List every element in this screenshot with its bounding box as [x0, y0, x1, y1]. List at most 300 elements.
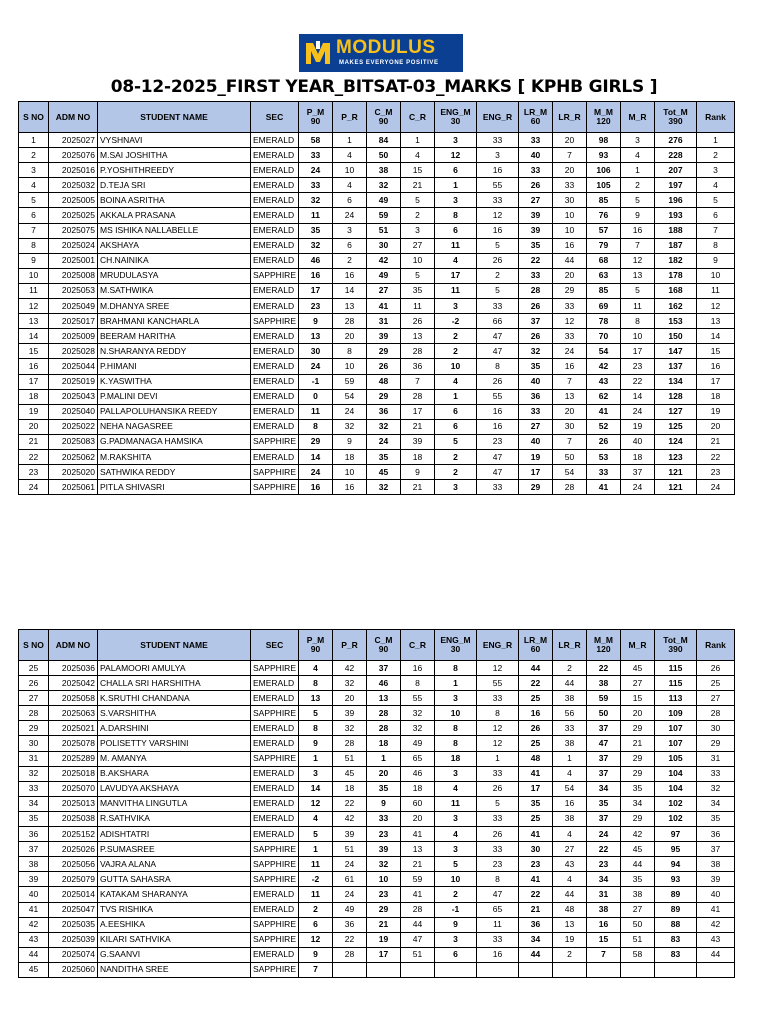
cell-mm: 57: [587, 223, 621, 238]
cell-cr: 36: [401, 359, 435, 374]
cell-cm: 32: [367, 419, 401, 434]
cell-cr: 32: [401, 706, 435, 721]
cell-pr: 22: [333, 932, 367, 947]
modulus-logo: [299, 34, 463, 72]
cell-name: S.VARSHITHA: [98, 706, 251, 721]
cell-name: SATHWIKA REDDY: [98, 465, 251, 480]
cell-mr: 50: [621, 917, 655, 932]
cell-pr: 16: [333, 480, 367, 495]
column-header-lrm: LR_M 60: [519, 102, 553, 133]
cell-pr: 1: [333, 133, 367, 148]
cell-sno: 36: [19, 827, 49, 842]
column-header-rank: Rank: [697, 102, 735, 133]
cell-mm: 47: [587, 736, 621, 751]
cell-mr: 37: [621, 465, 655, 480]
table-row: [19, 872, 735, 887]
cell-lrm: 25: [519, 691, 553, 706]
modulus-mark-icon: [303, 38, 333, 68]
cell-engr: 11: [477, 917, 519, 932]
cell-lrm: 33: [519, 163, 553, 178]
cell-mr: 5: [621, 193, 655, 208]
cell-pr: 9: [333, 434, 367, 449]
cell-lrm: 32: [519, 344, 553, 359]
cell-mm: 34: [587, 781, 621, 796]
cell-cm: 26: [367, 359, 401, 374]
cell-mm: 38: [587, 676, 621, 691]
cell-name: P.HIMANI: [98, 359, 251, 374]
cell-cm: 84: [367, 133, 401, 148]
cell-lrr: 2: [553, 947, 587, 962]
column-header-cr: C_R: [401, 102, 435, 133]
cell-lrm: 30: [519, 842, 553, 857]
table-row: [19, 751, 735, 766]
cell-cr: 21: [401, 480, 435, 495]
cell-engr: 12: [477, 721, 519, 736]
cell-engr: 33: [477, 842, 519, 857]
cell-pm: 9: [299, 314, 333, 329]
cell-engm: 2: [435, 465, 477, 480]
cell-engr: 47: [477, 344, 519, 359]
cell-lrr: 44: [553, 676, 587, 691]
cell-pm: 13: [299, 691, 333, 706]
cell-mm: 33: [587, 465, 621, 480]
cell-pm: 14: [299, 449, 333, 464]
cell-name: VYSHNAVI: [98, 133, 251, 148]
cell-sec: EMERALD: [251, 811, 299, 826]
cell-pm: 24: [299, 359, 333, 374]
cell-engr: 23: [477, 434, 519, 449]
cell-cm: 42: [367, 253, 401, 268]
cell-cr: 11: [401, 299, 435, 314]
cell-name: CHALLA SRI HARSHITHA: [98, 676, 251, 691]
cell-tot: 188: [655, 223, 697, 238]
cell-mm: 37: [587, 721, 621, 736]
cell-sno: 43: [19, 932, 49, 947]
cell-cm: 37: [367, 661, 401, 676]
table-row: [19, 193, 735, 208]
cell-lrm: 36: [519, 389, 553, 404]
cell-sec: SAPPHIRE: [251, 465, 299, 480]
cell-engr: 66: [477, 314, 519, 329]
cell-lrr: 33: [553, 329, 587, 344]
table-row: [19, 268, 735, 283]
table-row: [19, 163, 735, 178]
cell-engm: 10: [435, 872, 477, 887]
cell-lrr: 16: [553, 238, 587, 253]
cell-rank: 24: [697, 480, 735, 495]
cell-lrr: 4: [553, 766, 587, 781]
cell-mr: 10: [621, 329, 655, 344]
cell-engm: 17: [435, 268, 477, 283]
cell-pm: 33: [299, 178, 333, 193]
cell-lrm: 28: [519, 283, 553, 298]
cell-lrr: 4: [553, 827, 587, 842]
cell-adm: 2025020: [49, 465, 98, 480]
cell-lrr: 20: [553, 404, 587, 419]
cell-engr: 33: [477, 691, 519, 706]
cell-name: PALLAPOLUHANSIKA REEDY: [98, 404, 251, 419]
cell-pm: 16: [299, 480, 333, 495]
cell-tot: 128: [655, 389, 697, 404]
cell-mr: 3: [621, 133, 655, 148]
cell-name: M.SAI JOSHITHA: [98, 148, 251, 163]
column-header-rank: Rank: [697, 630, 735, 661]
cell-lrm: 36: [519, 917, 553, 932]
cell-pm: 4: [299, 811, 333, 826]
cell-tot: 104: [655, 781, 697, 796]
cell-lrr: 13: [553, 917, 587, 932]
cell-cr: 32: [401, 721, 435, 736]
cell-rank: 7: [697, 223, 735, 238]
cell-cr: 51: [401, 947, 435, 962]
column-header-name: STUDENT NAME: [98, 630, 251, 661]
table-row: [19, 811, 735, 826]
cell-adm: 2025014: [49, 887, 98, 902]
cell-mm: 37: [587, 811, 621, 826]
cell-tot: 124: [655, 434, 697, 449]
cell-name: R.SATHVIKA: [98, 811, 251, 826]
marks-table-2: [18, 629, 735, 978]
cell-sno: 27: [19, 691, 49, 706]
cell-sec: EMERALD: [251, 449, 299, 464]
cell-engr: 23: [477, 857, 519, 872]
cell-mm: 52: [587, 419, 621, 434]
cell-engr: 33: [477, 932, 519, 947]
cell-tot: 88: [655, 917, 697, 932]
cell-name: P.SUMASREE: [98, 842, 251, 857]
cell-lrm: 17: [519, 781, 553, 796]
cell-rank: 37: [697, 842, 735, 857]
cell-engr: 12: [477, 661, 519, 676]
cell-sec: EMERALD: [251, 691, 299, 706]
cell-cr: 9: [401, 465, 435, 480]
cell-cr: 27: [401, 238, 435, 253]
cell-lrr: 33: [553, 299, 587, 314]
cell-sno: 45: [19, 962, 49, 977]
cell-lrm: 25: [519, 736, 553, 751]
cell-adm: 2025079: [49, 872, 98, 887]
cell-mr: 8: [621, 314, 655, 329]
cell-tot: 127: [655, 404, 697, 419]
cell-tot: 182: [655, 253, 697, 268]
cell-engm: 8: [435, 208, 477, 223]
cell-name: G.PADMANAGA HAMSIKA: [98, 434, 251, 449]
cell-cr: 21: [401, 178, 435, 193]
cell-lrm: 39: [519, 223, 553, 238]
cell-mr: 22: [621, 374, 655, 389]
cell-mr: 29: [621, 766, 655, 781]
cell-cm: 29: [367, 902, 401, 917]
cell-cm: 10: [367, 872, 401, 887]
cell-rank: 2: [697, 148, 735, 163]
cell-tot: 137: [655, 359, 697, 374]
cell-lrr: 38: [553, 736, 587, 751]
table-row: [19, 691, 735, 706]
table-row: [19, 857, 735, 872]
cell-mr: 45: [621, 661, 655, 676]
cell-adm: 2025058: [49, 691, 98, 706]
cell-mr: 2: [621, 178, 655, 193]
cell-sno: 23: [19, 465, 49, 480]
cell-engr: 26: [477, 781, 519, 796]
cell-lrm: 41: [519, 766, 553, 781]
cell-mr: 27: [621, 676, 655, 691]
cell-mm: 78: [587, 314, 621, 329]
cell-adm: 2025076: [49, 148, 98, 163]
cell-adm: 2025060: [49, 962, 98, 977]
table-row: [19, 253, 735, 268]
cell-pr: 32: [333, 721, 367, 736]
cell-mr: 58: [621, 947, 655, 962]
cell-name: K.YASWITHA: [98, 374, 251, 389]
cell-pr: 3: [333, 223, 367, 238]
cell-pr: 10: [333, 163, 367, 178]
cell-engm: 2: [435, 344, 477, 359]
column-header-sec: SEC: [251, 102, 299, 133]
cell-cr: 3: [401, 223, 435, 238]
cell-engm: 3: [435, 299, 477, 314]
cell-sec: EMERALD: [251, 736, 299, 751]
cell-cr: 1: [401, 133, 435, 148]
cell-cm: 30: [367, 238, 401, 253]
cell-pr: 59: [333, 374, 367, 389]
cell-pr: 32: [333, 676, 367, 691]
cell-cr: 7: [401, 374, 435, 389]
cell-cr: 13: [401, 842, 435, 857]
cell-tot: 162: [655, 299, 697, 314]
cell-lrm: 26: [519, 178, 553, 193]
column-header-lrm: LR_M 60: [519, 630, 553, 661]
cell-mm: 85: [587, 283, 621, 298]
cell-pm: 9: [299, 736, 333, 751]
cell-pm: 1: [299, 842, 333, 857]
column-header-pm: P_M 90: [299, 630, 333, 661]
cell-pm: 17: [299, 283, 333, 298]
cell-engm: 10: [435, 706, 477, 721]
cell-cm: 29: [367, 344, 401, 359]
cell-mr: 12: [621, 253, 655, 268]
cell-sno: 28: [19, 706, 49, 721]
table-row: [19, 827, 735, 842]
cell-mm: 62: [587, 389, 621, 404]
table-row: [19, 238, 735, 253]
marks-table-1: [18, 101, 735, 495]
cell-adm: 2025075: [49, 223, 98, 238]
cell-tot: 178: [655, 268, 697, 283]
cell-rank: 43: [697, 932, 735, 947]
cell-engm: 1: [435, 676, 477, 691]
cell-cr: 39: [401, 434, 435, 449]
cell-lrr: 38: [553, 811, 587, 826]
cell-engr: 33: [477, 133, 519, 148]
cell-tot: 134: [655, 374, 697, 389]
cell-cr: 44: [401, 917, 435, 932]
cell-cm: 33: [367, 811, 401, 826]
cell-engm: 9: [435, 917, 477, 932]
cell-mr: 29: [621, 811, 655, 826]
cell-engm: 11: [435, 283, 477, 298]
cell-engr: 33: [477, 766, 519, 781]
cell-name: M.SATHWIKA: [98, 283, 251, 298]
cell-sec: EMERALD: [251, 389, 299, 404]
cell-sec: SAPPHIRE: [251, 842, 299, 857]
cell-engm: 10: [435, 359, 477, 374]
table-row: [19, 465, 735, 480]
cell-tot: 102: [655, 811, 697, 826]
cell-mm: [587, 962, 621, 977]
cell-tot: 95: [655, 842, 697, 857]
table-row: [19, 449, 735, 464]
cell-name: PALAMOORI AMULYA: [98, 661, 251, 676]
cell-lrm: [519, 962, 553, 977]
cell-cm: 38: [367, 163, 401, 178]
cell-engm: 4: [435, 781, 477, 796]
cell-tot: 228: [655, 148, 697, 163]
cell-lrr: 30: [553, 419, 587, 434]
cell-cm: 39: [367, 842, 401, 857]
cell-pr: 49: [333, 902, 367, 917]
table-row: [19, 389, 735, 404]
cell-pr: 32: [333, 419, 367, 434]
table-row: [19, 661, 735, 676]
cell-rank: 12: [697, 299, 735, 314]
cell-sec: EMERALD: [251, 404, 299, 419]
cell-name: M.RAKSHITA: [98, 449, 251, 464]
cell-lrr: 38: [553, 691, 587, 706]
cell-sno: 38: [19, 857, 49, 872]
cell-pr: 13: [333, 299, 367, 314]
cell-sno: 16: [19, 359, 49, 374]
cell-sno: 5: [19, 193, 49, 208]
cell-engr: 65: [477, 902, 519, 917]
cell-pm: 23: [299, 299, 333, 314]
column-header-engm: ENG_M 30: [435, 630, 477, 661]
cell-lrr: 56: [553, 706, 587, 721]
cell-sec: EMERALD: [251, 148, 299, 163]
cell-mm: 69: [587, 299, 621, 314]
cell-tot: 83: [655, 947, 697, 962]
cell-mr: 19: [621, 419, 655, 434]
cell-tot: 150: [655, 329, 697, 344]
cell-adm: 2025070: [49, 781, 98, 796]
column-header-mm: M_M 120: [587, 102, 621, 133]
cell-tot: 187: [655, 238, 697, 253]
cell-name: BRAHMANI KANCHARLA: [98, 314, 251, 329]
table-body: [19, 661, 735, 978]
cell-tot: 121: [655, 480, 697, 495]
cell-mr: 42: [621, 827, 655, 842]
logo-name: MODULUS: [336, 37, 436, 58]
cell-lrm: 26: [519, 721, 553, 736]
cell-lrm: 40: [519, 374, 553, 389]
cell-pr: 28: [333, 947, 367, 962]
cell-tot: 276: [655, 133, 697, 148]
cell-name: P.MALINI DEVI: [98, 389, 251, 404]
cell-name: NANDITHA SREE: [98, 962, 251, 977]
cell-pr: 2: [333, 253, 367, 268]
cell-mm: 98: [587, 133, 621, 148]
cell-name: D.TEJA SRI: [98, 178, 251, 193]
cell-name: M.DHANYA SREE: [98, 299, 251, 314]
cell-mr: 29: [621, 751, 655, 766]
column-header-engr: ENG_R: [477, 102, 519, 133]
cell-sec: EMERALD: [251, 178, 299, 193]
cell-pr: 10: [333, 359, 367, 374]
cell-lrr: 29: [553, 283, 587, 298]
cell-name: KILARI SATHVIKA: [98, 932, 251, 947]
cell-cm: 35: [367, 449, 401, 464]
cell-mm: 79: [587, 238, 621, 253]
cell-engm: 3: [435, 842, 477, 857]
cell-engr: 55: [477, 676, 519, 691]
cell-lrr: 7: [553, 148, 587, 163]
cell-mr: 27: [621, 902, 655, 917]
cell-pr: 18: [333, 449, 367, 464]
cell-sec: EMERALD: [251, 781, 299, 796]
cell-engm: 8: [435, 721, 477, 736]
cell-engm: 4: [435, 253, 477, 268]
cell-lrr: 27: [553, 842, 587, 857]
cell-mm: 68: [587, 253, 621, 268]
cell-pm: 11: [299, 857, 333, 872]
cell-sno: 19: [19, 404, 49, 419]
table-row: [19, 706, 735, 721]
cell-tot: 93: [655, 872, 697, 887]
cell-cr: 60: [401, 796, 435, 811]
cell-cm: 28: [367, 706, 401, 721]
cell-mr: 34: [621, 796, 655, 811]
table-row: [19, 344, 735, 359]
cell-engr: [477, 962, 519, 977]
cell-pr: [333, 962, 367, 977]
cell-engm: -1: [435, 902, 477, 917]
column-header-pm: P_M 90: [299, 102, 333, 133]
cell-rank: 19: [697, 404, 735, 419]
cell-sec: EMERALD: [251, 344, 299, 359]
cell-sec: EMERALD: [251, 208, 299, 223]
cell-pm: 8: [299, 721, 333, 736]
cell-sno: 18: [19, 389, 49, 404]
cell-mr: 24: [621, 480, 655, 495]
cell-adm: 2025013: [49, 796, 98, 811]
cell-sec: EMERALD: [251, 676, 299, 691]
cell-tot: 196: [655, 193, 697, 208]
cell-engm: 3: [435, 691, 477, 706]
cell-adm: 2025152: [49, 827, 98, 842]
cell-pm: 32: [299, 238, 333, 253]
cell-pr: 54: [333, 389, 367, 404]
cell-name: N.SHARANYA REDDY: [98, 344, 251, 359]
column-header-mm: M_M 120: [587, 630, 621, 661]
cell-lrm: 33: [519, 133, 553, 148]
cell-tot: 83: [655, 932, 697, 947]
cell-mr: 17: [621, 344, 655, 359]
cell-cr: 10: [401, 253, 435, 268]
cell-tot: 193: [655, 208, 697, 223]
cell-sno: 21: [19, 434, 49, 449]
cell-mm: 22: [587, 842, 621, 857]
cell-name: LAVUDYA AKSHAYA: [98, 781, 251, 796]
cell-mr: 29: [621, 721, 655, 736]
cell-tot: 197: [655, 178, 697, 193]
cell-cm: 36: [367, 404, 401, 419]
cell-mr: 20: [621, 706, 655, 721]
cell-mr: 44: [621, 857, 655, 872]
cell-mm: 54: [587, 344, 621, 359]
table-row: [19, 887, 735, 902]
cell-cr: 35: [401, 283, 435, 298]
cell-mm: 15: [587, 932, 621, 947]
